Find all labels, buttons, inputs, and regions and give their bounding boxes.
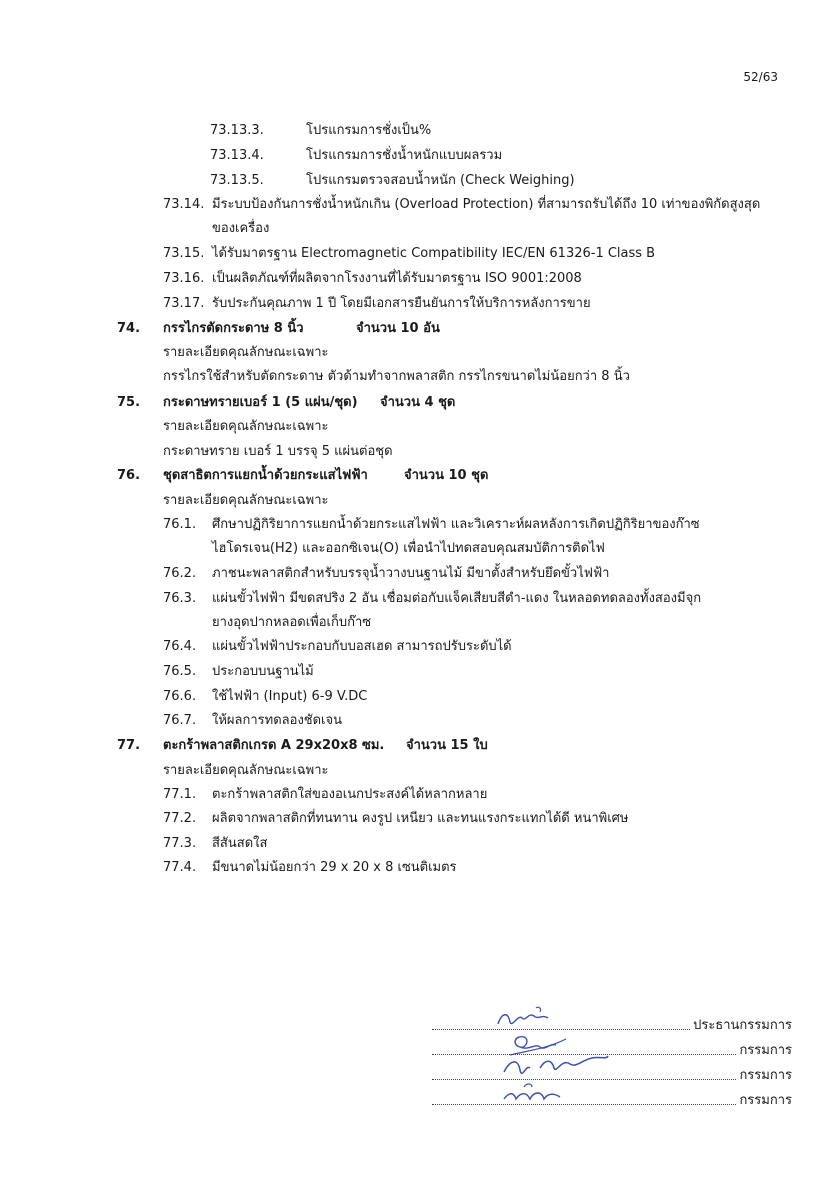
page-number: 52/63 bbox=[743, 70, 778, 84]
description-text: กรรไกรใช้สำหรับตัดกระดาษ ตัวด้ามทำจากพลาสติก กรรไกรขนาดไม่น้อยกว่า 8 นิ้ว bbox=[163, 369, 630, 384]
section-quantity: จำนวน 10 อัน bbox=[356, 321, 440, 336]
item-text: เป็นผลิตภัณฑ์ที่ผลิตจากโรงงานที่ได้รับมาตรฐาน ISO 9001:2008 bbox=[212, 271, 582, 286]
item-number: 73.13.5. bbox=[210, 173, 264, 188]
signature-role: กรรมการ bbox=[737, 1064, 792, 1085]
item-text: โปรแกรมการชั่งน้ำหนักแบบผลรวม bbox=[306, 148, 503, 163]
section-quantity: จำนวน 15 ใบ bbox=[406, 738, 488, 753]
item-text: ผลิตจากพลาสติกที่ทนทาน คงรูป เหนียว และทนแรงกระแทกได้ดี หนาพิเศษ bbox=[212, 811, 629, 826]
section-quantity: จำนวน 4 ชุด bbox=[380, 395, 456, 410]
item-number: 76.1. bbox=[163, 517, 197, 532]
signature-line-chairman bbox=[432, 1014, 792, 1034]
section-number: 76. bbox=[117, 468, 141, 483]
item-text: ศึกษาปฏิกิริยาการแยกน้ำด้วยกระแสไฟฟ้า และวิเคราะห์ผลหลังการเกิดปฏิกิริยาของก๊าซ bbox=[212, 517, 700, 532]
item-text: ใช้ไฟฟ้า (Input) 6-9 V.DC bbox=[212, 689, 368, 704]
item-text: ประกอบบนฐานไม้ bbox=[212, 664, 314, 679]
item-text: รับประกันคุณภาพ 1 ปี โดยมีเอกสารยืนยันการให้บริการหลังการขาย bbox=[212, 296, 591, 311]
spec-label-text: รายละเอียดคุณลักษณะเฉพาะ bbox=[163, 493, 329, 508]
item-number: 76.5. bbox=[163, 664, 197, 679]
item-text: มีขนาดไม่น้อยกว่า 29 x 20 x 8 เซนติเมตร bbox=[212, 860, 457, 875]
item-number: 77.3. bbox=[163, 836, 197, 851]
item-text: ยางอุดปากหลอดเพื่อเก็บก๊าซ bbox=[212, 615, 372, 630]
spec-label-text: รายละเอียดคุณลักษณะเฉพาะ bbox=[163, 345, 329, 360]
item-number: 73.17. bbox=[163, 296, 205, 311]
signature-role: ประธานกรรมการ bbox=[691, 1014, 792, 1035]
item-text: ให้ผลการทดลองชัดเจน bbox=[212, 713, 342, 728]
section-title: กรรไกรตัดกระดาษ 8 นิ้ว bbox=[163, 321, 304, 336]
item-text: แผ่นขั้วไฟฟ้า มีขดสปริง 2 อัน เชื่อมต่อกับแจ็คเสียบสีดำ-แดง ในหลอดทดลองทั้งสองมีจุก bbox=[212, 591, 702, 606]
item-text: มีระบบป้องกันการชั่งน้ำหนักเกิน (Overload Protection) ที่สามารถรับได้ถึง 10 เท่าของพิกัดสูงสุด bbox=[212, 197, 761, 212]
section-number: 74. bbox=[117, 321, 141, 336]
item-number: 73.16. bbox=[163, 271, 205, 286]
item-number: 76.3. bbox=[163, 591, 197, 606]
spec-label-text: รายละเอียดคุณลักษณะเฉพาะ bbox=[163, 763, 329, 778]
spec-label-text: รายละเอียดคุณลักษณะเฉพาะ bbox=[163, 419, 329, 434]
item-text: แผ่นขั้วไฟฟ้าประกอบกับบอสเฮด สามารถปรับระดับได้ bbox=[212, 639, 512, 654]
item-number: 76.6. bbox=[163, 689, 197, 704]
section-number: 77. bbox=[117, 738, 141, 753]
item-number: 73.13.3. bbox=[210, 123, 264, 138]
item-text: โปรแกรมการชั่งเป็น% bbox=[306, 123, 432, 138]
item-number: 77.1. bbox=[163, 787, 197, 802]
section-number: 75. bbox=[117, 395, 141, 410]
item-text: ไฮโดรเจน(H2) และออกซิเจน(O) เพื่อนำไปทดสอบคุณสมบัติการติดไฟ bbox=[212, 541, 605, 556]
item-text: ภาชนะพลาสติกสำหรับบรรจุน้ำวางบนฐานไม้ มีขาตั้งสำหรับยึดขั้วไฟฟ้า bbox=[212, 566, 610, 581]
item-number: 76.4. bbox=[163, 639, 197, 654]
signature-line-member bbox=[432, 1064, 792, 1084]
item-text: ตะกร้าพลาสติกใส่ของอเนกประสงค์ได้หลากหลาย bbox=[212, 787, 488, 802]
item-number: 73.13.4. bbox=[210, 148, 264, 163]
item-number: 76.2. bbox=[163, 566, 197, 581]
section-quantity: จำนวน 10 ชุด bbox=[404, 468, 489, 483]
section-title: กระดาษทรายเบอร์ 1 (5 แผ่น/ชุด) bbox=[163, 395, 358, 410]
item-number: 77.4. bbox=[163, 860, 197, 875]
signature-role: กรรมการ bbox=[737, 1089, 792, 1110]
item-number: 76.7. bbox=[163, 713, 197, 728]
item-text: สีสันสดใส bbox=[212, 836, 268, 851]
section-title: ชุดสาธิตการแยกน้ำด้วยกระแสไฟฟ้า bbox=[163, 468, 368, 483]
item-number: 73.14. bbox=[163, 197, 205, 212]
item-number: 73.15. bbox=[163, 246, 205, 261]
description-text: กระดาษทราย เบอร์ 1 บรรจุ 5 แผ่นต่อชุด bbox=[163, 444, 393, 459]
item-text: โปรแกรมตรวจสอบน้ำหนัก (Check Weighing) bbox=[306, 173, 575, 188]
section-title: ตะกร้าพลาสติกเกรด A 29x20x8 ซม. bbox=[163, 738, 385, 753]
item-text: ได้รับมาตรฐาน Electromagnetic Compatibility IEC/EN 61326-1 Class B bbox=[212, 246, 656, 261]
signature-role: กรรมการ bbox=[737, 1039, 792, 1060]
item-text: ของเครื่อง bbox=[212, 221, 270, 236]
signature-line-member bbox=[432, 1089, 792, 1109]
item-number: 77.2. bbox=[163, 811, 197, 826]
